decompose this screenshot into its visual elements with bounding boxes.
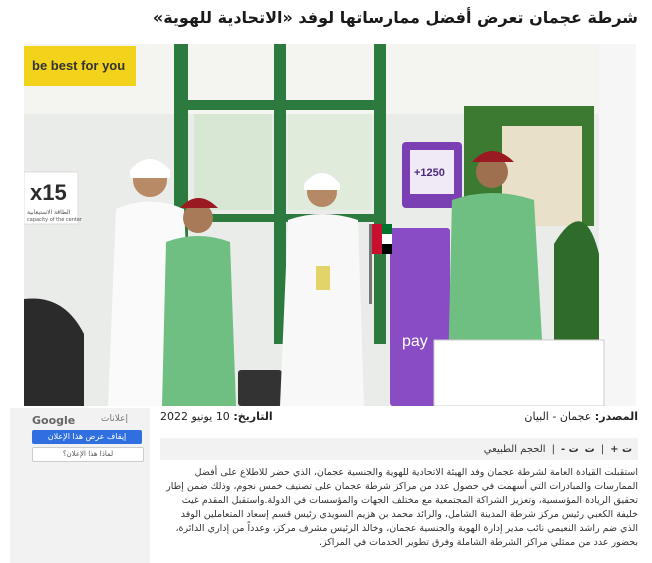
font-size-controls xyxy=(160,438,638,460)
ad-panel xyxy=(10,408,150,563)
date-value: 10 يونيو 2022 xyxy=(160,410,230,423)
ads-label: إعلانات xyxy=(101,414,128,424)
source-label: المصدر: xyxy=(594,410,638,423)
separator: | xyxy=(551,443,555,455)
font-decrease-button[interactable]: ت - xyxy=(560,443,579,455)
counter-caption-en: capacity of the center xyxy=(27,217,82,223)
photo-scene xyxy=(24,44,636,406)
font-increase-button[interactable]: ت + xyxy=(610,443,632,455)
counter-caption: الطاقة الاستيعابية xyxy=(27,209,71,216)
date xyxy=(160,410,273,423)
separator: | xyxy=(600,443,605,455)
source xyxy=(524,410,638,423)
article-headline: شرطة عجمان تعرض أفضل ممارساتها لوفد «الاتحادية للهوية» xyxy=(152,8,638,27)
kiosk-number: +1250 xyxy=(414,167,445,179)
article-photo xyxy=(24,44,636,406)
google-label: Google xyxy=(32,414,76,427)
why-ad-button[interactable]: لماذا هذا الإعلان؟ xyxy=(32,447,144,462)
source-value: عجمان - البيان xyxy=(524,410,592,423)
article-meta xyxy=(160,410,638,423)
stop-ad-button[interactable]: إيقاف عرض هذا الإعلان xyxy=(32,430,142,444)
date-label: التاريخ: xyxy=(233,410,273,423)
pay-kiosk-text: pay xyxy=(402,333,428,350)
ad-header xyxy=(32,414,128,427)
font-normal-button[interactable]: الحجم الطبيعي xyxy=(483,443,546,455)
yellow-sign-text: be best for you xyxy=(32,58,126,73)
font-default-button[interactable]: ت xyxy=(584,443,595,455)
counter-number: x15 xyxy=(30,180,67,205)
article-body: استقبلت القيادة العامة لشرطة عجمان وفد الهيئة الاتحادية للهوية والجنسية عجمان، الذي حضر للاطلاع على أفضل الممارسات والمبادرات التي أسهمت في حصول عدد من مراكز شرطة عجمان على تصنيف خمس نجوم، وذلك ضمن إطار تحقيق الريادة المؤسسية، وتعزيز الشراكة المجتمعية مع مختلف الجهات والمؤسسات في الدولة.واستقبل المقدم غيث خليفة الكعبي رئيس مركز شرطة المدينة الشامل، والرائد محمد بن هزيم السويدي رئيس قسم إسعاد المتعاملين الوفد الذي ضم راشد النعيمي نائب مدير إدارة الهوية والجنسية عجمان، وخالد الرئيس مشرف مركز، وعدداً من إداري الدائرة، بحضور عدد من ممثلي مراكز الشرطة الشاملة وفرق تطوير الخدمات في المراكز. xyxy=(166,467,638,548)
